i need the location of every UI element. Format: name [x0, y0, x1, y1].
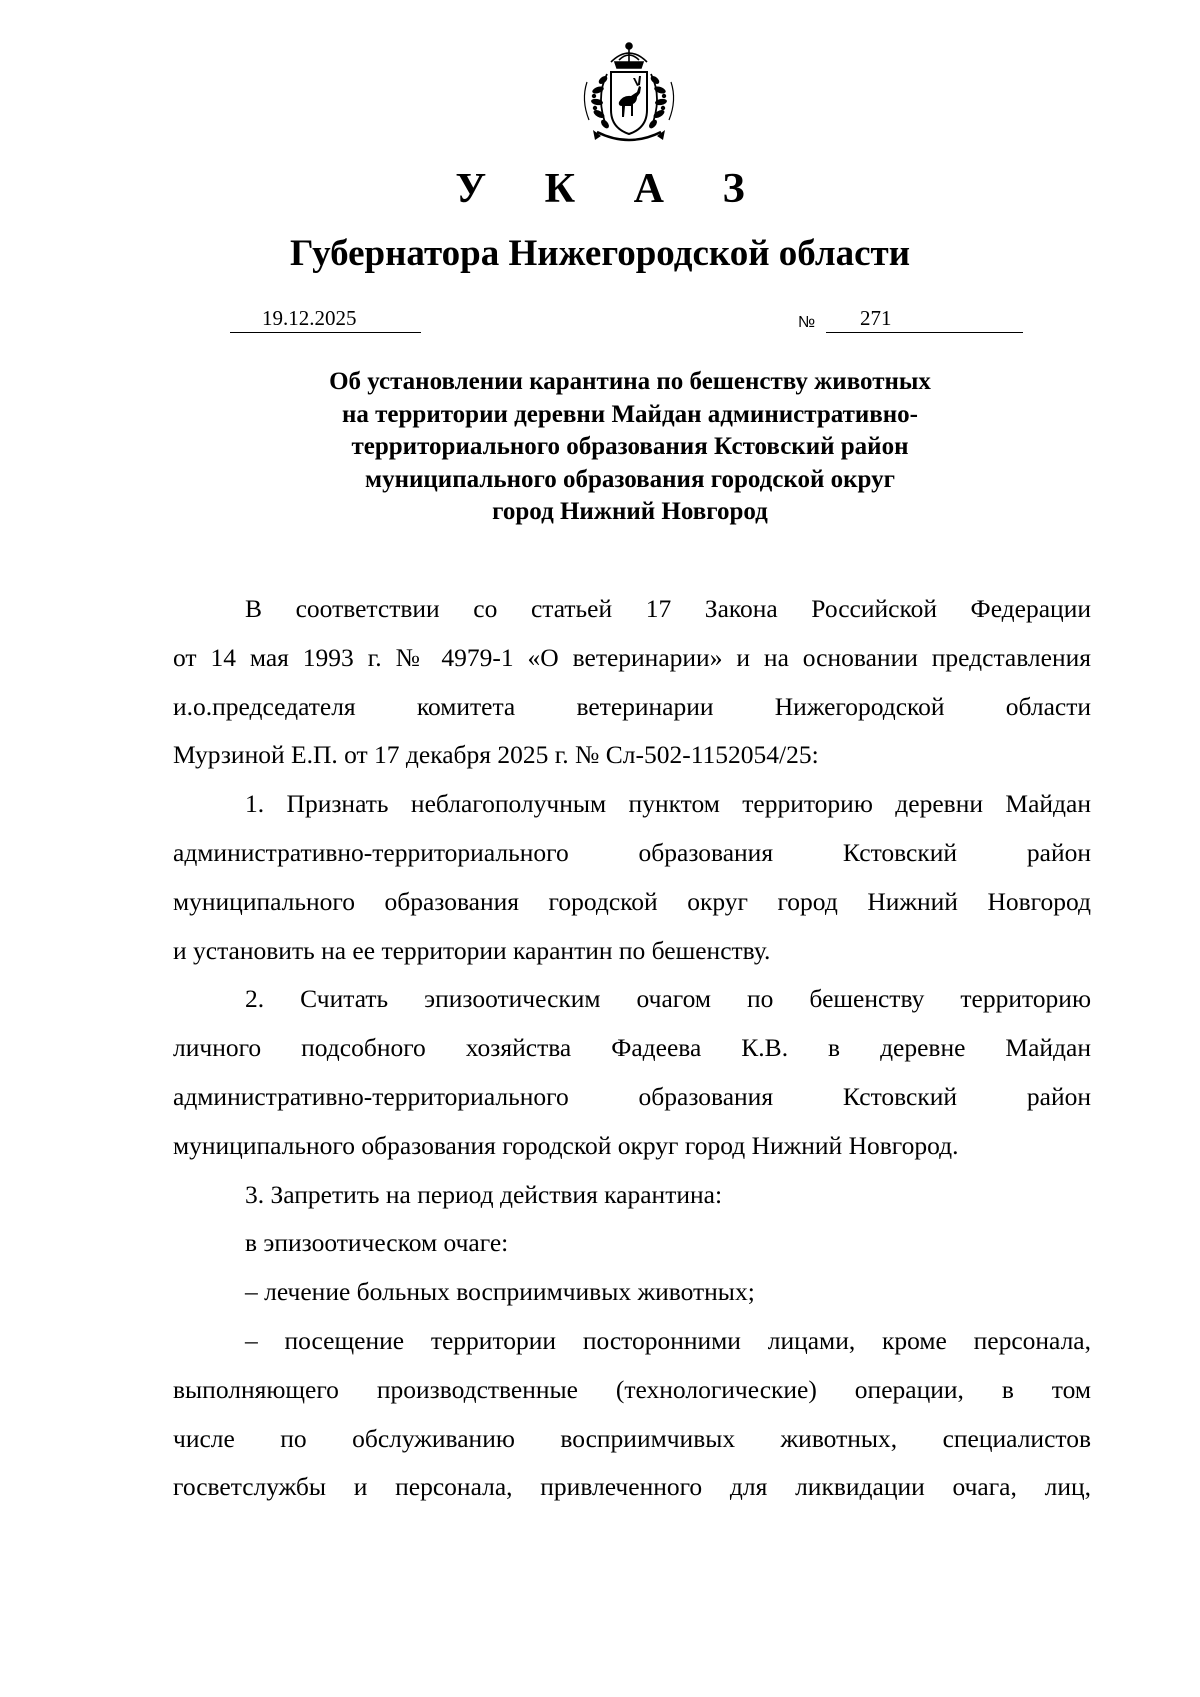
bullet-item	[173, 1317, 1091, 1512]
document-subject	[200, 366, 1060, 529]
subject-line: город Нижний Новгород	[492, 498, 768, 525]
issuer-title: Губернатора Нижегородской области	[289, 233, 911, 274]
body-line: административно-территориального образования Кстовский район	[173, 1081, 1091, 1111]
body-line: и.о.председателя комитета ветеринарии Нижегородской области	[173, 691, 1091, 721]
body-line: числе по обслуживанию восприимчивых животных, специалистов	[173, 1423, 1091, 1453]
subject-line: муниципального образования городской округ	[365, 465, 895, 493]
subject-line: Об установлении карантина по бешенству животных	[329, 368, 931, 395]
document-type-title: У К А З	[455, 166, 769, 212]
subject-line: на территории деревни Майдан административно-	[341, 400, 918, 428]
focus-heading: в эпизоотическом очаге:	[245, 1228, 509, 1258]
body-line: Мурзиной Е.П. от 17 декабря 2025 г. № Сл-502-1152054/25:	[173, 740, 819, 770]
item-2-paragraph	[173, 975, 1091, 1170]
preamble-paragraph	[173, 585, 1091, 780]
bullet-item: – лечение больных восприимчивых животных;	[245, 1277, 755, 1307]
body-line: 2. Считать эпизоотическим очагом по бешенству территорию	[245, 984, 1091, 1014]
item-1-paragraph	[173, 780, 1091, 975]
body-line: от 14 мая 1993 г. № 4979-1 «О ветеринарии» и на основании представления	[173, 642, 1091, 672]
document-number: 271	[826, 306, 1023, 333]
body-line: муниципального образования городской округ город Нижний Новгород.	[173, 1130, 959, 1160]
document-date: 19.12.2025	[230, 306, 421, 333]
body-line: В соответствии со статьей 17 Закона Российской Федерации	[245, 594, 1091, 623]
nizhny-novgorod-coat-of-arms-icon	[567, 40, 691, 150]
body-line: – посещение территории посторонними лицами, кроме персонала,	[245, 1325, 1091, 1355]
body-line: выполняющего производственные (технологические) операции, в том	[173, 1374, 1091, 1404]
body-line: муниципального образования городской округ город Нижний Новгород	[173, 886, 1091, 916]
number-label: №	[798, 314, 816, 331]
body-line: госветслужбы и персонала, привлеченного для ликвидации очага, лиц,	[173, 1472, 1091, 1502]
item-3-paragraph: 3. Запретить на период действия карантина:	[245, 1179, 723, 1209]
body-line: 1. Признать неблагополучным пунктом территорию деревни Майдан	[245, 789, 1091, 819]
document-body	[173, 585, 1091, 1512]
body-line: личного подсобного хозяйства Фадеева К.В. в деревне Майдан	[173, 1033, 1091, 1063]
body-line: и установить на ее территории карантин по бешенству.	[173, 935, 771, 965]
body-line: административно-территориального образования Кстовский район	[173, 837, 1091, 867]
subject-line: территориального образования Кстовский район	[351, 433, 909, 460]
